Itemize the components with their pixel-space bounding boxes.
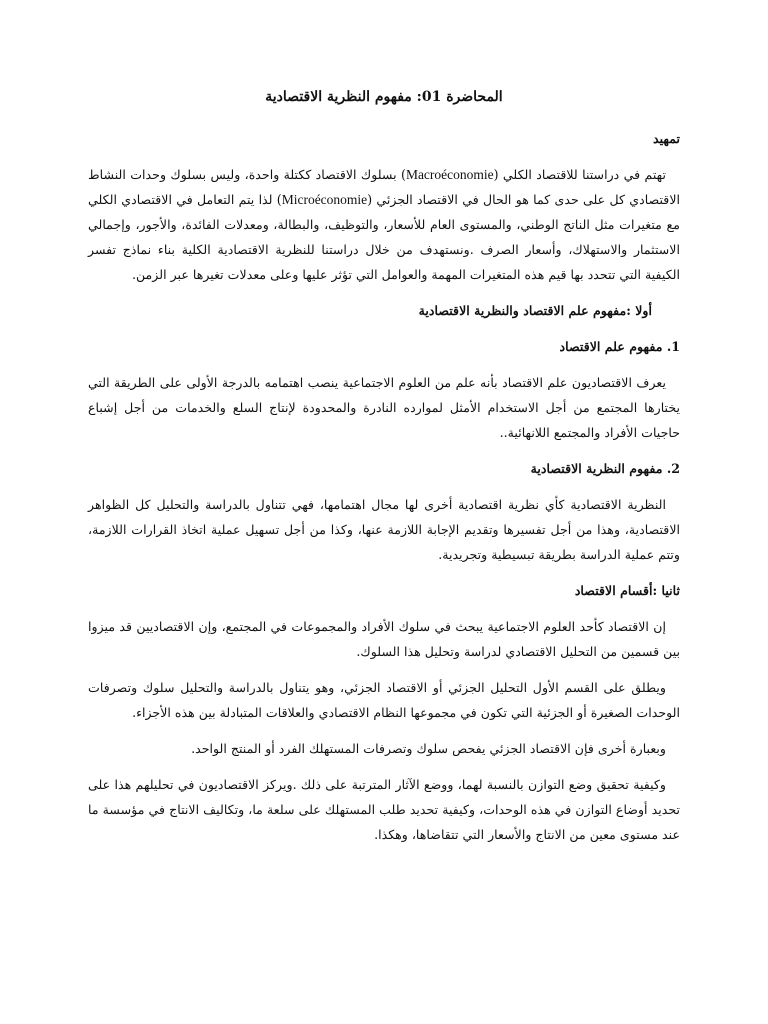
term-macroeconomie: Macroéconomie <box>405 167 494 182</box>
part1-heading: أولا :مفهوم علم الاقتصاد والنظرية الاقتصادية <box>418 303 652 318</box>
part2-heading: ثانيا :أقسام الاقتصاد <box>574 583 680 598</box>
intro-text-part-b: ) بسلوك الاقتصاد ككتلة واحدة، وليس بسلوك وحدات النشاط الاقتصادي كل على حدى كما هو الحال في الاقتصاد الجزئي ( <box>88 167 680 207</box>
sub1-heading: 1. مفهوم علم الاقتصاد <box>559 339 680 354</box>
part2-paragraph-4: وكيفية تحقيق وضع التوازن بالنسبة لهما، ووضع الآثار المترتبة على ذلك .ويركز الاقتصاديون في تحليلهم هذا على تحديد أوضاع التوازن في هذه الوحدات، وكيفية تحديد طلب المستهلك على سلعة ما، وتكاليف الانتاج في مؤسسة ما عند مستوى معين من الانتاج والأسعار التي تتقاضاها، وهكذا. <box>88 777 680 842</box>
part2-paragraph-2: ويطلق على القسم الأول التحليل الجزئي أو الاقتصاد الجزئي، وهو يتناول بالدراسة والتحليل سلوك وتصرفات الوحدات الصغيرة أو الجزئية التي تكون في مجموعها النظام الاقتصادي والعلاقات المتبادلة بين هذه الأجزاء. <box>88 680 680 720</box>
sub2-heading: 2. مفهوم النظرية الاقتصادية <box>530 461 680 476</box>
sub2-paragraph: النظرية الاقتصادية كأي نظرية اقتصادية أخرى لها مجال اهتمامها، فهي تتناول بالدراسة والتحليل كل الظواهر الاقتصادية، وهذا من أجل تفسيرها وتقديم الإجابة اللازمة عنها، وكذا من أجل تسهيل عملية اتخاذ القرارات اللازمة، وتتم عملية الدراسة بطريقة تبسيطية وتجريدية. <box>88 497 680 562</box>
part2-paragraph-1: إن الاقتصاد كأحد العلوم الاجتماعية يبحث في سلوك الأفراد والمجموعات في المجتمع، وإن الاقتصاديين قد ميزوا بين قسمين من التحليل الاقتصادي لدراسة وتحليل هذا السلوك. <box>88 619 680 659</box>
part2-paragraph-3: وبعبارة أخرى فإن الاقتصاد الجزئي يفحص سلوك وتصرفات المستهلك الفرد أو المنتج الواحد. <box>191 741 666 756</box>
intro-text-part-a: تهتم في دراستنا للاقتصاد الكلي ( <box>493 167 666 182</box>
intro-text-part-c: ) لذا يتم التعامل في الاقتصادي الكلي مع متغيرات مثل الناتج الوطني، والمستوى العام للأسعار، والتوظيف، والبطالة، ومعدلات الفائدة، والأجور، وإجمالي الاستثمار والاستهلاك، وأسعار الصرف .ونستهدف من خلال دراستنا للنظرية الاقتصادية الكلية بناء نماذج تفسر الكيفية التي تتحدد بها قيم هذه المتغيرات المهمة والعوامل التي تؤثر عليها وعلى معدلات تغيرها عبر الزمن. <box>88 192 680 282</box>
intro-heading: تمهيد <box>652 131 680 146</box>
sub1-paragraph: يعرف الاقتصاديون علم الاقتصاد بأنه علم من العلوم الاجتماعية ينصب اهتمامه بالدرجة الأولى على الطريقة التي يختارها المجتمع من أجل الاستخدام الأمثل لموارده النادرة والمحدودة لإنتاج السلع والخدمات من أجل إشباع حاجيات الأفراد والمجتمع اللانهائية.. <box>88 375 680 440</box>
document-page <box>88 84 680 858</box>
lecture-title: المحاضرة 01: مفهوم النظرية الاقتصادية <box>265 89 503 105</box>
term-microeconomie: Microéconomie <box>281 192 368 207</box>
intro-paragraph <box>88 162 680 287</box>
